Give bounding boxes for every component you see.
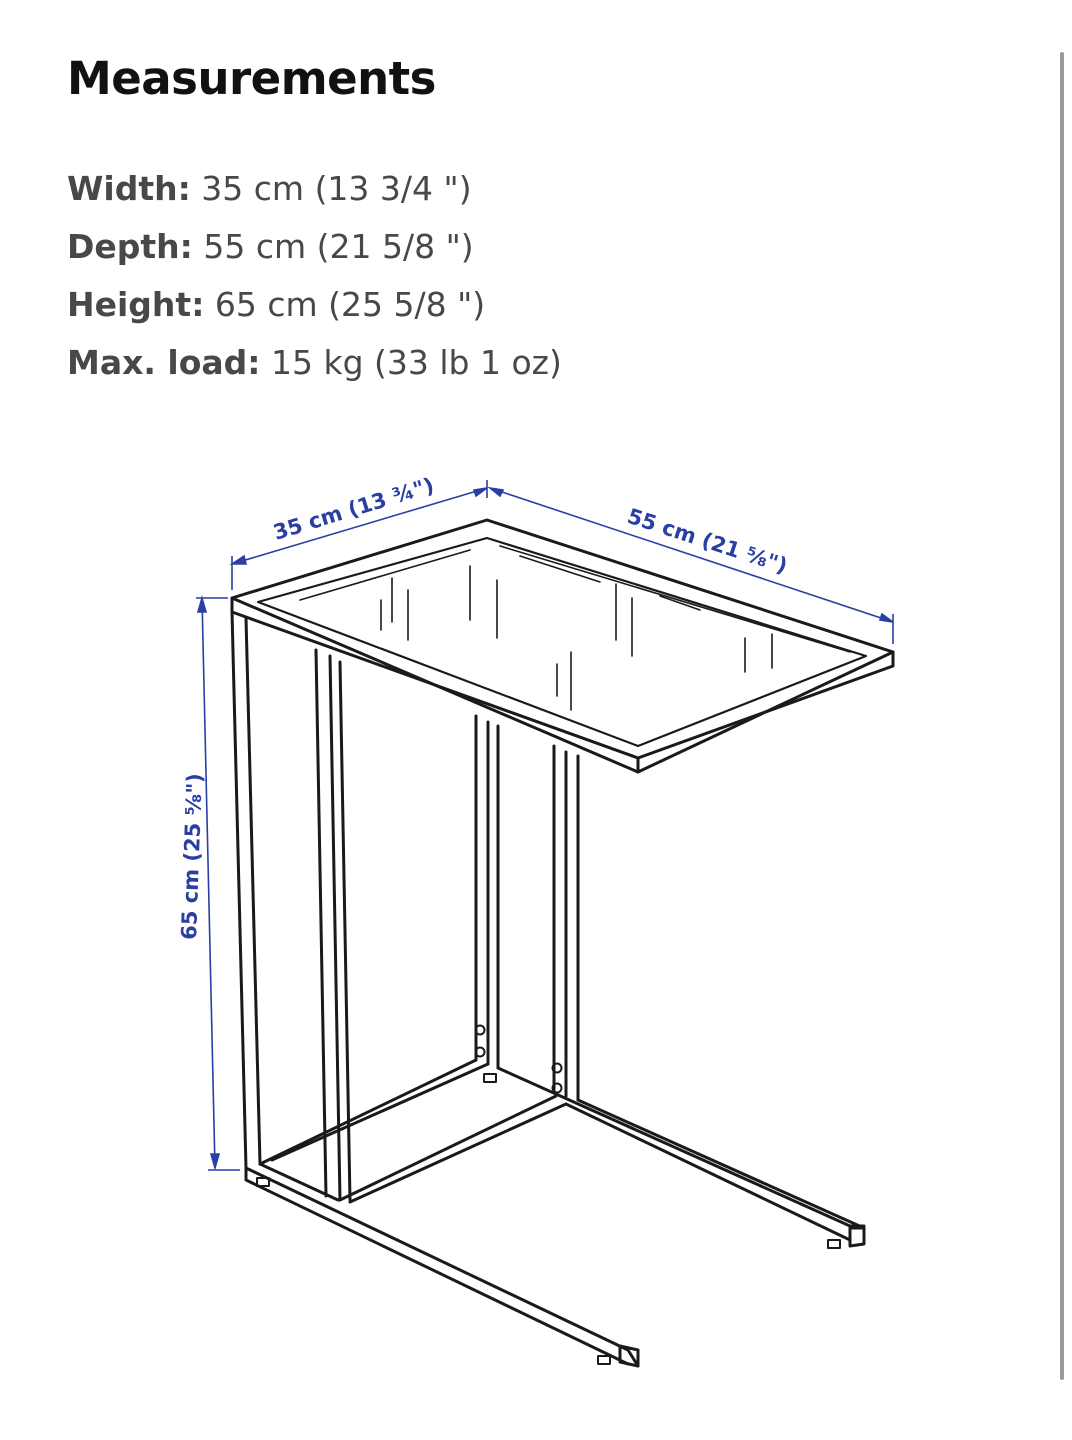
spec-width — [67, 160, 562, 218]
table-drawing — [232, 520, 893, 1366]
base-crossbar-front — [260, 1060, 476, 1164]
foot-front-right — [598, 1356, 610, 1364]
base-crossbar-middle — [340, 1096, 556, 1200]
front-left-leg-outer — [232, 612, 246, 1168]
spec-max-load — [67, 334, 562, 392]
spec-height-label: Height: — [67, 285, 205, 324]
foot-back-left — [484, 1074, 496, 1082]
front-left-leg-inner — [246, 618, 260, 1164]
spec-height — [67, 276, 562, 334]
spec-depth — [67, 218, 562, 276]
base-left-rail — [246, 1168, 638, 1366]
base-left-rail-top — [246, 1168, 628, 1364]
foot-back-right — [828, 1240, 840, 1248]
base-right-rail-lower — [566, 1104, 850, 1240]
base-right-foot-cap — [850, 1228, 864, 1246]
spec-width-value: 35 cm (13 3/4 ") — [190, 169, 472, 208]
scrollbar-thumb[interactable] — [1060, 52, 1064, 1380]
spec-depth-value: 55 cm (21 5/8 ") — [192, 227, 474, 266]
spec-depth-label: Depth: — [67, 227, 193, 266]
page-title: Measurements — [67, 52, 436, 105]
spec-height-value: 65 cm (25 5/8 ") — [204, 285, 486, 324]
specs-list — [67, 160, 562, 392]
spec-max-load-label: Max. load: — [67, 343, 261, 382]
height-dimension-label: 65 cm (25 ⅝") — [177, 772, 207, 941]
measurement-diagram — [0, 440, 1040, 1440]
width-dimension-label: 35 cm (13 ¾") — [270, 473, 437, 545]
spec-width-label: Width: — [67, 169, 191, 208]
front-middle-leg-outer — [316, 650, 326, 1196]
front-middle-leg-inner — [330, 656, 340, 1200]
scrollbar[interactable] — [1058, 52, 1066, 1380]
depth-dimension-label: 55 cm (21 ⅝") — [624, 503, 791, 579]
spec-max-load-value: 15 kg (33 lb 1 oz) — [260, 343, 562, 382]
